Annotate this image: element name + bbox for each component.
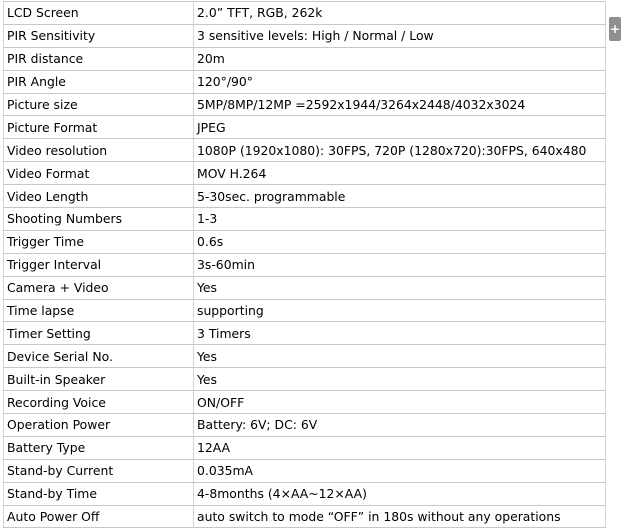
spec-value: 4-8months (4×AA~12×AA) bbox=[194, 482, 606, 505]
table-row bbox=[4, 253, 606, 276]
table-row bbox=[4, 70, 606, 93]
plus-icon: + bbox=[609, 22, 621, 36]
table-row bbox=[4, 345, 606, 368]
spec-label: Camera + Video bbox=[4, 276, 194, 299]
spec-label: Auto Power Off bbox=[4, 505, 194, 528]
spec-label: Recording Voice bbox=[4, 391, 194, 414]
spec-table bbox=[3, 1, 606, 528]
spec-value: 20m bbox=[194, 47, 606, 70]
spec-label: Battery Type bbox=[4, 436, 194, 459]
spec-label: PIR Sensitivity bbox=[4, 24, 194, 47]
table-row bbox=[4, 436, 606, 459]
spec-table-body bbox=[4, 2, 606, 528]
spec-value: Yes bbox=[194, 345, 606, 368]
spec-label: Shooting Numbers bbox=[4, 208, 194, 231]
table-row bbox=[4, 505, 606, 528]
spec-value: JPEG bbox=[194, 116, 606, 139]
table-row bbox=[4, 299, 606, 322]
spec-label: Device Serial No. bbox=[4, 345, 194, 368]
spec-value: 1080P (1920x1080): 30FPS, 720P (1280x720):30FPS, 640x480 bbox=[194, 139, 606, 162]
spec-label: Video Format bbox=[4, 162, 194, 185]
spec-value: 3 sensitive levels: High / Normal / Low bbox=[194, 24, 606, 47]
table-row bbox=[4, 116, 606, 139]
table-row bbox=[4, 322, 606, 345]
table-row bbox=[4, 24, 606, 47]
spec-value: 120°/90° bbox=[194, 70, 606, 93]
spec-label: Stand-by Current bbox=[4, 459, 194, 482]
spec-label: Stand-by Time bbox=[4, 482, 194, 505]
spec-value: 0.6s bbox=[194, 230, 606, 253]
spec-label: Time lapse bbox=[4, 299, 194, 322]
spec-value: Yes bbox=[194, 368, 606, 391]
spec-value: ON/OFF bbox=[194, 391, 606, 414]
table-row bbox=[4, 368, 606, 391]
table-row bbox=[4, 185, 606, 208]
table-row bbox=[4, 47, 606, 70]
spec-label: Picture Format bbox=[4, 116, 194, 139]
table-row bbox=[4, 230, 606, 253]
spec-label: Video resolution bbox=[4, 139, 194, 162]
spec-value: 1-3 bbox=[194, 208, 606, 231]
spec-label: PIR Angle bbox=[4, 70, 194, 93]
spec-value: 3s-60min bbox=[194, 253, 606, 276]
spec-label: Picture size bbox=[4, 93, 194, 116]
table-row bbox=[4, 276, 606, 299]
spec-value: 5MP/8MP/12MP =2592x1944/3264x2448/4032x3024 bbox=[194, 93, 606, 116]
table-row bbox=[4, 139, 606, 162]
spec-label: PIR distance bbox=[4, 47, 194, 70]
table-row bbox=[4, 459, 606, 482]
table-row bbox=[4, 414, 606, 437]
table-row bbox=[4, 2, 606, 25]
table-row bbox=[4, 391, 606, 414]
table-row bbox=[4, 93, 606, 116]
spec-label: Trigger Interval bbox=[4, 253, 194, 276]
spec-label: Timer Setting bbox=[4, 322, 194, 345]
table-row bbox=[4, 482, 606, 505]
spec-value: 0.035mA bbox=[194, 459, 606, 482]
expand-tab-button[interactable] bbox=[609, 17, 621, 41]
spec-value: Yes bbox=[194, 276, 606, 299]
spec-value: 5-30sec. programmable bbox=[194, 185, 606, 208]
spec-value: MOV H.264 bbox=[194, 162, 606, 185]
spec-value: Battery: 6V; DC: 6V bbox=[194, 414, 606, 437]
spec-value: auto switch to mode “OFF” in 180s without any operations bbox=[194, 505, 606, 528]
spec-label: Trigger Time bbox=[4, 230, 194, 253]
spec-label: Video Length bbox=[4, 185, 194, 208]
table-row bbox=[4, 208, 606, 231]
spec-value: 2.0” TFT, RGB, 262k bbox=[194, 2, 606, 25]
spec-label: Built-in Speaker bbox=[4, 368, 194, 391]
spec-label: Operation Power bbox=[4, 414, 194, 437]
spec-value: 3 Timers bbox=[194, 322, 606, 345]
spec-value: 12AA bbox=[194, 436, 606, 459]
spec-value: supporting bbox=[194, 299, 606, 322]
spec-label: LCD Screen bbox=[4, 2, 194, 25]
table-row bbox=[4, 162, 606, 185]
